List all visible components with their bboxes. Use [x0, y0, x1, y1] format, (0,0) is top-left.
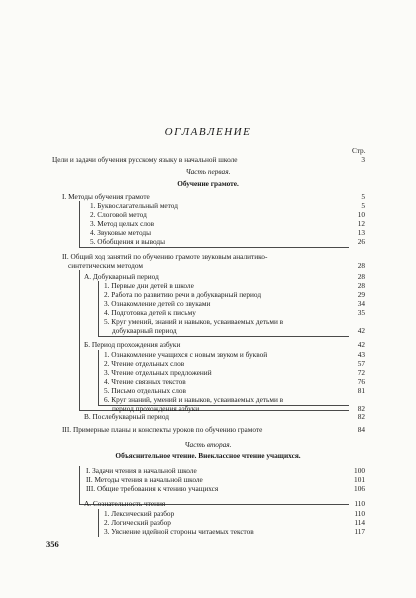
toc-title: ОГЛАВЛЕНИЕ — [164, 126, 252, 138]
toc-item-page: 76 — [357, 377, 365, 386]
bracket-line — [98, 509, 99, 537]
section-II-line1: II. Общий ход занятий по обучению грамоте звуковым аналитико- — [62, 252, 268, 261]
subsection-V: В. Послебукварный период — [84, 412, 169, 421]
toc-item-page: 28 — [357, 281, 365, 290]
bracket-line — [79, 247, 349, 248]
section-II-line2: синтетическим методом — [68, 261, 144, 270]
intro-page: 3 — [361, 155, 365, 164]
bracket-line — [98, 281, 99, 336]
toc-item-page: 57 — [357, 359, 365, 368]
bracket-line — [79, 201, 80, 247]
toc-item: 3. Метод целых слов — [90, 219, 155, 228]
toc-item-line2: добукварный период — [112, 326, 177, 335]
toc-item: 4. Подготовка детей к письму — [104, 308, 196, 317]
bracket-line — [79, 466, 80, 504]
toc-item: 2. Слоговой метод — [90, 210, 147, 219]
toc-item: 3. Чтение отдельных предложений — [104, 368, 212, 377]
part1-label: Часть первая. — [185, 167, 231, 176]
toc-item: 1. Ознакомление учащихся с новым звуком и буквой — [104, 350, 268, 359]
subsection-A2: А. Сознательность чтения — [84, 499, 166, 508]
subsection-B-page: 42 — [357, 340, 365, 349]
subsection-B: Б. Период прохождения азбуки — [84, 340, 181, 349]
toc-item: 1. Первые дни детей в школе — [104, 281, 194, 290]
toc-item: 3. Уяснение идейной стороны читаемых текстов — [104, 527, 254, 536]
toc-item-page: 42 — [357, 326, 365, 335]
toc-item-page: 12 — [357, 219, 365, 228]
toc-item: 2. Работа по развитию речи в добукварный период — [104, 290, 262, 299]
page-number: 356 — [46, 539, 59, 549]
section-I: I. Методы обучения грамоте — [62, 192, 150, 201]
toc-item-page: 35 — [357, 308, 365, 317]
toc-item: 4. Чтение связных текстов — [104, 377, 186, 386]
toc-item-page: 72 — [357, 368, 365, 377]
toc-item: I. Задачи чтения в начальной школе — [86, 466, 197, 475]
toc-item-page: 114 — [354, 518, 365, 527]
subsection-A: А. Добукварный период — [84, 272, 159, 281]
toc-item-page: 82 — [357, 404, 365, 413]
toc-item-line1: 6. Круг знаний, умений и навыков, усваиваемых детьми в — [104, 395, 284, 404]
bracket-line — [98, 336, 349, 337]
intro-entry: Цели и задачи обучения русскому языку в начальной школе — [52, 155, 238, 164]
toc-item-line2: период прохождения азбуки — [112, 404, 200, 413]
page-column-label: Стр. — [352, 146, 366, 155]
toc-item-page: 34 — [357, 299, 365, 308]
toc-item: III. Общие требования к чтению учащихся — [86, 484, 219, 493]
toc-item-page: 26 — [357, 237, 365, 246]
subsection-A-page: 28 — [357, 272, 365, 281]
subsection-V-page: 82 — [357, 412, 365, 421]
toc-item-page: 106 — [354, 484, 365, 493]
toc-item-page: 5 — [361, 201, 365, 210]
toc-item-page: 43 — [357, 350, 365, 359]
toc-item: 4. Звуковые методы — [90, 228, 152, 237]
toc-item: 2. Чтение отдельных слов — [104, 359, 185, 368]
toc-item-page: 100 — [354, 466, 365, 475]
toc-item: 1. Буквослагательный метод — [90, 201, 178, 210]
toc-item: II. Методы чтения в начальной школе — [86, 475, 203, 484]
toc-item-page: 13 — [357, 228, 365, 237]
subsection-A2-page: 110 — [354, 499, 365, 508]
toc-item: 2. Логический разбор — [104, 518, 171, 527]
section-II-page: 28 — [357, 261, 365, 270]
part1-heading: Обучение грамоте. — [177, 179, 239, 188]
section-III-page: 84 — [357, 425, 365, 434]
section-III: III. Примерные планы и конспекты уроков по обучению грамоте — [62, 425, 263, 434]
section-I-page: 5 — [361, 192, 365, 201]
toc-item-page: 10 — [357, 210, 365, 219]
toc-item-page: 101 — [354, 475, 365, 484]
toc-item: 5. Обобщения и выводы — [90, 237, 166, 246]
toc-item-page: 29 — [357, 290, 365, 299]
bracket-line — [79, 270, 80, 410]
toc-item: 3. Ознакомление детей со звуками — [104, 299, 211, 308]
toc-item-page: 117 — [354, 527, 365, 536]
toc-item: 1. Лексический разбор — [104, 509, 175, 518]
part2-label: Часть вторая. — [184, 440, 232, 449]
toc-item-page: 110 — [354, 509, 365, 518]
part2-heading: Объяснительное чтение. Внеклассное чтение учащихся. — [115, 451, 301, 460]
toc-item-page: 81 — [357, 386, 365, 395]
toc-item: 5. Письмо отдельных слов — [104, 386, 186, 395]
toc-item-line1: 5. Круг умений, знаний и навыков, усваиваемых детьми в — [104, 317, 284, 326]
bracket-line — [98, 350, 99, 405]
